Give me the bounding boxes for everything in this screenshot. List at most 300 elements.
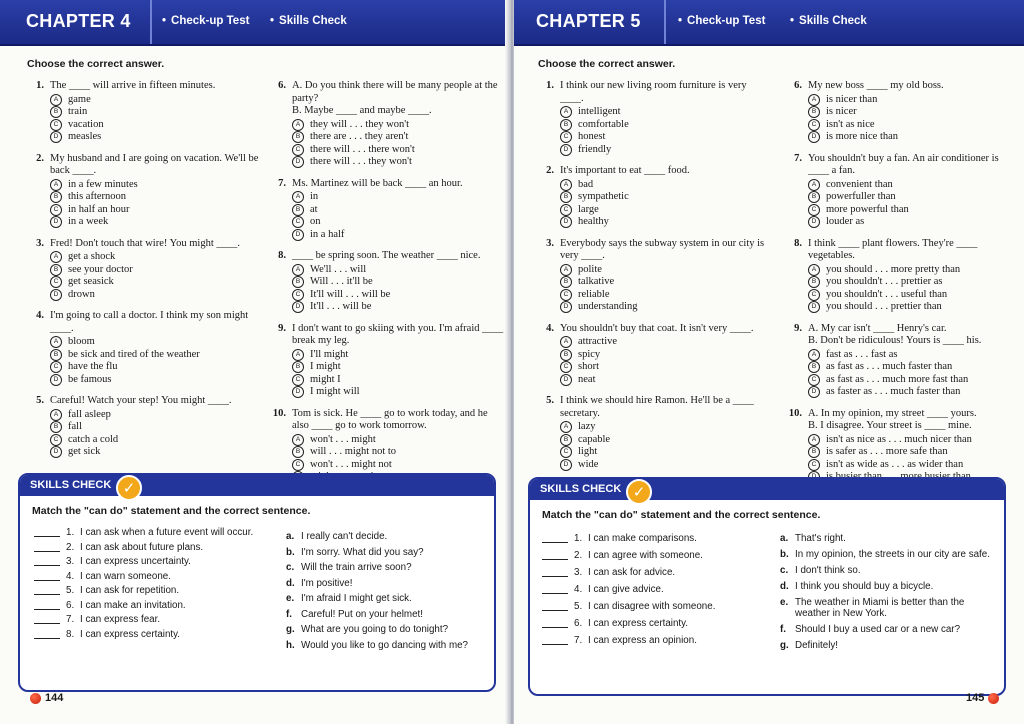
nav-skills-check[interactable]: • Skills Check [270, 15, 347, 27]
answer-option[interactable] [808, 94, 1018, 107]
check-badge-icon: ✓ [626, 479, 652, 505]
answer-option[interactable] [560, 374, 768, 387]
answer-option[interactable] [560, 446, 768, 459]
option-bubble[interactable]: C [50, 361, 62, 373]
answer-option[interactable] [808, 216, 1018, 229]
option-bubble[interactable]: D [808, 386, 820, 398]
answer-option[interactable] [808, 106, 1018, 119]
header-divider [664, 0, 666, 44]
answer-option[interactable] [50, 289, 260, 302]
option-bubble[interactable]: A [560, 336, 572, 348]
chapter-header [514, 0, 1024, 46]
answer-option[interactable] [292, 289, 506, 302]
option-bubble[interactable]: C [560, 446, 572, 458]
option-bubble[interactable]: D [292, 386, 304, 398]
answer-blank[interactable] [542, 550, 568, 560]
can-do-number: 3. [66, 556, 75, 567]
answer-option[interactable] [560, 131, 768, 144]
answer-option[interactable] [50, 434, 260, 447]
answer-option[interactable] [292, 131, 506, 144]
nav-checkup-test[interactable]: • Check-up Test [678, 15, 765, 27]
answer-options [50, 251, 260, 301]
option-bubble[interactable]: C [50, 119, 62, 131]
answer-option[interactable] [808, 289, 1018, 302]
sentence-list [780, 533, 998, 656]
can-do-text: I can express an opinion. [588, 635, 697, 646]
option-text: won't . . . might [310, 433, 376, 445]
answer-option[interactable] [292, 349, 506, 362]
question-stem: I think we should hire Ramon. He'll be a ____ secretary. [560, 395, 754, 419]
option-bubble[interactable]: B [292, 361, 304, 373]
sentence-letter: d. [780, 581, 789, 592]
sentence-item [780, 624, 998, 635]
option-bubble[interactable]: C [560, 131, 572, 143]
can-do-number: 2. [574, 550, 583, 561]
option-text: there will . . . there won't [310, 143, 415, 155]
option-text: fast as . . . fast as [826, 348, 898, 360]
answer-option[interactable] [50, 264, 260, 277]
answer-options [560, 106, 768, 156]
sentence-item [780, 565, 998, 576]
sentence-item [286, 640, 491, 651]
answer-option[interactable] [50, 374, 260, 387]
answer-option[interactable] [560, 119, 768, 132]
option-bubble[interactable]: C [808, 459, 820, 471]
answer-blank[interactable] [34, 527, 60, 537]
option-bubble[interactable]: D [560, 144, 572, 156]
option-bubble[interactable]: A [560, 106, 572, 118]
option-text: sympathetic [578, 191, 629, 202]
option-bubble[interactable]: B [808, 446, 820, 458]
question-number: 9. [278, 322, 286, 334]
option-bubble[interactable]: A [50, 251, 62, 263]
answer-option[interactable] [50, 409, 260, 422]
answer-option[interactable] [50, 119, 260, 132]
option-bubble[interactable]: D [292, 301, 304, 313]
answer-blank[interactable] [542, 601, 568, 611]
option-bubble[interactable]: D [808, 131, 820, 143]
can-do-item [542, 584, 772, 595]
option-text: We'll . . . will [310, 263, 367, 275]
question-number: 2. [36, 152, 44, 164]
answer-option[interactable] [50, 204, 260, 217]
option-bubble[interactable]: C [292, 374, 304, 386]
option-bubble[interactable]: B [560, 349, 572, 361]
option-text: I might [310, 361, 341, 372]
option-bubble[interactable]: B [560, 119, 572, 131]
answer-option[interactable] [808, 204, 1018, 217]
answer-option[interactable] [560, 204, 768, 217]
option-bubble[interactable]: A [50, 94, 62, 106]
question-stem: I don't want to go skiing with you. I'm afraid ____ break my leg. [292, 322, 504, 346]
answer-option[interactable] [560, 361, 768, 374]
option-bubble[interactable]: B [808, 361, 820, 373]
question-line-2: B. I disagree. Your street is ____ mine. [808, 420, 972, 431]
answer-option[interactable] [292, 229, 506, 242]
answer-option[interactable] [292, 191, 506, 204]
answer-option[interactable] [560, 301, 768, 314]
option-text: lazy [578, 421, 596, 432]
question-number: 5. [36, 395, 44, 406]
answer-blank[interactable] [34, 571, 60, 581]
can-do-item [34, 614, 264, 625]
option-bubble[interactable]: A [292, 434, 304, 446]
answer-blank[interactable] [542, 533, 568, 543]
option-bubble[interactable]: C [808, 374, 820, 386]
question-stem: Careful! Watch your step! You might ____. [50, 395, 232, 406]
answer-option[interactable] [292, 361, 506, 374]
answer-option[interactable] [292, 374, 506, 387]
answer-option[interactable] [808, 349, 1018, 362]
sentence-text: I really can't decide. [301, 531, 388, 542]
sentence-item [286, 531, 491, 542]
option-bubble[interactable]: B [808, 106, 820, 118]
answer-option[interactable] [560, 459, 768, 472]
question-number: 8. [278, 250, 286, 261]
answer-option[interactable] [560, 276, 768, 289]
option-text: you should . . . more pretty than [826, 263, 961, 275]
option-text: polite [578, 263, 602, 275]
option-bubble[interactable]: C [50, 204, 62, 216]
answer-option[interactable] [808, 179, 1018, 192]
question-column-2 [786, 80, 1018, 493]
question-number: 3. [36, 237, 44, 249]
answer-option[interactable] [560, 191, 768, 204]
option-bubble[interactable]: B [560, 191, 572, 203]
answer-option[interactable] [808, 131, 1018, 144]
question-stem: You shouldn't buy that coat. It isn't very ____. [560, 322, 754, 334]
option-bubble[interactable]: A [560, 264, 572, 276]
nav-checkup-test[interactable]: • Check-up Test [162, 15, 249, 27]
answer-options [808, 349, 1018, 399]
sentence-text: Should I buy a used car or a new car? [795, 624, 961, 635]
answer-option[interactable] [808, 301, 1018, 314]
skills-check-title: SKILLS CHECK [540, 483, 622, 495]
option-text: It'll . . . will be [310, 301, 372, 312]
option-bubble[interactable]: C [292, 459, 304, 471]
option-bubble[interactable]: B [808, 191, 820, 203]
option-text: bloom [68, 336, 95, 347]
option-bubble[interactable]: B [292, 131, 304, 143]
question-stem: Ms. Martinez will be back ____ an hour. [292, 177, 463, 189]
can-do-number: 5. [574, 601, 583, 612]
option-text: on [310, 216, 321, 227]
option-bubble[interactable]: A [808, 94, 820, 106]
option-bubble[interactable]: D [560, 216, 572, 228]
option-bubble[interactable]: A [560, 421, 572, 433]
answer-option[interactable] [560, 349, 768, 362]
option-bubble[interactable]: D [560, 459, 572, 471]
option-bubble[interactable]: D [292, 229, 304, 241]
skills-check-box [18, 473, 496, 692]
option-bubble[interactable]: C [292, 216, 304, 228]
option-bubble[interactable]: D [292, 156, 304, 168]
can-do-item [542, 567, 772, 578]
option-bubble[interactable]: B [50, 421, 62, 433]
question-number: 6. [278, 80, 286, 91]
question [538, 165, 768, 229]
can-do-item [542, 533, 772, 544]
page-number-text: 145 [966, 692, 985, 704]
option-bubble[interactable]: A [292, 119, 304, 131]
question-stem: My new boss ____ my old boss. [808, 80, 944, 91]
answer-option[interactable] [50, 251, 260, 264]
answer-option[interactable] [50, 276, 260, 289]
answer-option[interactable] [50, 179, 260, 192]
answer-option[interactable] [292, 204, 506, 217]
answer-option[interactable] [292, 459, 506, 472]
answer-options [808, 179, 1018, 229]
skills-instruction: Match the "can do" statement and the correct sentence. [32, 505, 311, 517]
option-text: louder as [826, 216, 865, 227]
can-do-text: I can give advice. [588, 584, 664, 595]
question-stem: Fred! Don't touch that wire! You might ____. [50, 237, 241, 249]
answer-option[interactable] [292, 276, 506, 289]
option-bubble[interactable]: A [50, 409, 62, 421]
option-text: bad [578, 178, 594, 190]
option-bubble[interactable]: B [292, 446, 304, 458]
answer-blank[interactable] [34, 556, 60, 566]
question-stem: I think our new living room furniture is very ____. [560, 80, 747, 104]
option-text: train [68, 106, 88, 117]
answer-option[interactable] [50, 131, 260, 144]
option-text: there are . . . they aren't [310, 131, 409, 142]
question-line-2: B. Don't be ridiculous! Yours is ____ his. [808, 335, 982, 346]
option-text: convenient than [826, 178, 893, 190]
can-do-text: I can disagree with someone. [588, 601, 716, 612]
answer-option[interactable] [808, 434, 1018, 447]
question-number: 3. [546, 237, 554, 249]
answer-option[interactable] [292, 446, 506, 459]
answer-blank[interactable] [542, 618, 568, 628]
sentence-letter: e. [780, 597, 789, 608]
option-bubble[interactable]: C [808, 204, 820, 216]
can-do-text: I can express fear. [80, 614, 161, 625]
option-bubble[interactable]: B [292, 276, 304, 288]
question-stem: Tom is sick. He ____ go to work today, and he also ____ go to work tomorrow. [292, 407, 488, 431]
option-bubble[interactable]: D [808, 216, 820, 228]
option-text: I'll might [310, 348, 349, 360]
option-bubble[interactable]: D [560, 301, 572, 313]
answer-option[interactable] [560, 264, 768, 277]
answer-option[interactable] [560, 144, 768, 157]
can-do-number: 3. [574, 567, 583, 578]
answer-option[interactable] [50, 349, 260, 362]
question-number: 9. [794, 322, 802, 334]
answer-blank[interactable] [34, 542, 60, 552]
answer-option[interactable] [808, 264, 1018, 277]
chapter-title: CHAPTER 5 [536, 11, 641, 31]
option-bubble[interactable]: A [808, 179, 820, 191]
answer-options [50, 409, 260, 459]
option-bubble[interactable]: A [808, 349, 820, 361]
sentence-text: Would you like to go dancing with me? [301, 639, 469, 651]
question [538, 80, 768, 156]
skills-check-box [528, 477, 1006, 696]
answer-option[interactable] [560, 179, 768, 192]
question-stem: I'm going to call a doctor. I think my son might ____. [50, 310, 249, 334]
option-bubble[interactable]: D [50, 374, 62, 386]
page-number [30, 692, 63, 704]
option-bubble[interactable]: D [560, 374, 572, 386]
option-text: be famous [68, 373, 112, 385]
sentence-letter: f. [286, 608, 292, 620]
answer-option[interactable] [50, 106, 260, 119]
option-text: vacation [68, 118, 104, 130]
answer-option[interactable] [292, 119, 506, 132]
question-column-1 [28, 80, 260, 468]
option-bubble[interactable]: B [292, 204, 304, 216]
option-bubble[interactable]: D [50, 446, 62, 458]
answer-option[interactable] [50, 191, 260, 204]
answer-option[interactable] [50, 361, 260, 374]
option-text: measles [68, 131, 102, 142]
sentence-item [780, 533, 998, 544]
answer-option[interactable] [292, 264, 506, 277]
answer-option[interactable] [808, 119, 1018, 132]
answer-option[interactable] [560, 336, 768, 349]
answer-options [560, 336, 768, 386]
answer-option[interactable] [292, 434, 506, 447]
answer-option[interactable] [808, 374, 1018, 387]
answer-option[interactable] [808, 446, 1018, 459]
option-bubble[interactable]: A [50, 179, 62, 191]
answer-option[interactable] [808, 386, 1018, 399]
option-bubble[interactable]: D [808, 301, 820, 313]
sentence-item [780, 581, 998, 592]
answer-option[interactable] [808, 459, 1018, 472]
option-text: you should . . . prettier than [826, 301, 942, 312]
answer-blank[interactable] [34, 614, 60, 624]
option-bubble[interactable]: C [808, 119, 820, 131]
option-bubble[interactable]: C [50, 276, 62, 288]
option-bubble[interactable]: A [808, 434, 820, 446]
can-do-list [34, 527, 264, 643]
option-text: they will . . . they won't [310, 118, 410, 130]
can-do-item [34, 527, 264, 538]
answer-blank[interactable] [542, 635, 568, 645]
option-bubble[interactable]: B [50, 264, 62, 276]
sentence-text: I think you should buy a bicycle. [795, 581, 934, 592]
option-bubble[interactable]: C [292, 289, 304, 301]
can-do-number: 2. [66, 541, 75, 553]
answer-option[interactable] [560, 434, 768, 447]
option-text: capable [578, 433, 611, 445]
option-text: isn't as nice as . . . much nicer than [826, 433, 972, 445]
question-number: 7. [278, 177, 286, 189]
option-bubble[interactable]: B [808, 276, 820, 288]
option-bubble[interactable]: C [560, 289, 572, 301]
sentence-item [286, 578, 491, 589]
option-bubble[interactable]: B [50, 106, 62, 118]
option-bubble[interactable]: D [50, 216, 62, 228]
answer-option[interactable] [292, 144, 506, 157]
can-do-number: 8. [66, 628, 75, 640]
answer-option[interactable] [292, 301, 506, 314]
option-text: at [310, 203, 318, 215]
sentence-item [780, 640, 998, 651]
nav-skills-check[interactable]: • Skills Check [790, 15, 867, 27]
option-bubble[interactable]: A [50, 336, 62, 348]
sentence-letter: e. [286, 593, 295, 604]
answer-option[interactable] [808, 276, 1018, 289]
option-text: large [578, 203, 599, 215]
option-bubble[interactable]: B [560, 276, 572, 288]
answer-option[interactable] [50, 216, 260, 229]
option-text: wide [578, 458, 599, 470]
option-bubble[interactable]: D [50, 131, 62, 143]
answer-option[interactable] [560, 421, 768, 434]
option-text: will . . . might not to [310, 446, 397, 457]
answer-option[interactable] [50, 336, 260, 349]
answer-blank[interactable] [542, 567, 568, 577]
option-text: in half an hour [68, 203, 130, 215]
answer-option[interactable] [292, 386, 506, 399]
option-text: is nicer than [826, 93, 878, 105]
answer-blank[interactable] [542, 584, 568, 594]
sentence-item [780, 597, 998, 619]
option-bubble[interactable]: C [560, 361, 572, 373]
answer-blank[interactable] [34, 629, 60, 639]
answer-blank[interactable] [34, 585, 60, 595]
answer-option[interactable] [50, 446, 260, 459]
sentence-text: The weather in Miami is better than the weather in New York. [795, 597, 965, 619]
option-bubble[interactable]: A [292, 191, 304, 203]
option-text: get a shock [68, 251, 116, 262]
question [270, 250, 506, 314]
answer-option[interactable] [560, 106, 768, 119]
option-bubble[interactable]: B [50, 349, 62, 361]
option-bubble[interactable]: D [50, 289, 62, 301]
answer-option[interactable] [50, 94, 260, 107]
answer-option[interactable] [292, 216, 506, 229]
option-bubble[interactable]: A [292, 264, 304, 276]
option-bubble[interactable]: A [560, 179, 572, 191]
answer-option[interactable] [292, 156, 506, 169]
option-bubble[interactable]: C [560, 204, 572, 216]
answer-option[interactable] [560, 289, 768, 302]
option-text: is safer as . . . more safe than [826, 446, 948, 457]
check-badge-icon: ✓ [116, 475, 142, 501]
answer-option[interactable] [560, 216, 768, 229]
option-bubble[interactable]: B [50, 191, 62, 203]
option-text: in a week [68, 216, 109, 227]
question-stem: I think ____ plant flowers. They're ____ vegetables. [808, 237, 978, 261]
sentence-letter: b. [780, 549, 789, 560]
option-bubble[interactable]: A [808, 264, 820, 276]
can-do-text: I can warn someone. [80, 570, 171, 582]
question [270, 178, 506, 242]
answer-blank[interactable] [34, 600, 60, 610]
option-bubble[interactable]: B [560, 434, 572, 446]
instruction: Choose the correct answer. [27, 58, 165, 70]
option-bubble[interactable]: A [292, 349, 304, 361]
can-do-item [34, 629, 264, 640]
answer-option[interactable] [808, 191, 1018, 204]
option-text: won't . . . might not [310, 458, 392, 470]
option-text: I might will [310, 386, 360, 397]
page-left [0, 0, 510, 724]
answer-option[interactable] [50, 421, 260, 434]
option-text: there will . . . they won't [310, 156, 412, 167]
option-bubble[interactable]: C [808, 289, 820, 301]
can-do-item [542, 550, 772, 561]
answer-option[interactable] [808, 361, 1018, 374]
option-text: fall [68, 421, 82, 432]
option-bubble[interactable]: C [292, 144, 304, 156]
option-text: drown [68, 288, 95, 300]
option-bubble[interactable]: C [50, 434, 62, 446]
